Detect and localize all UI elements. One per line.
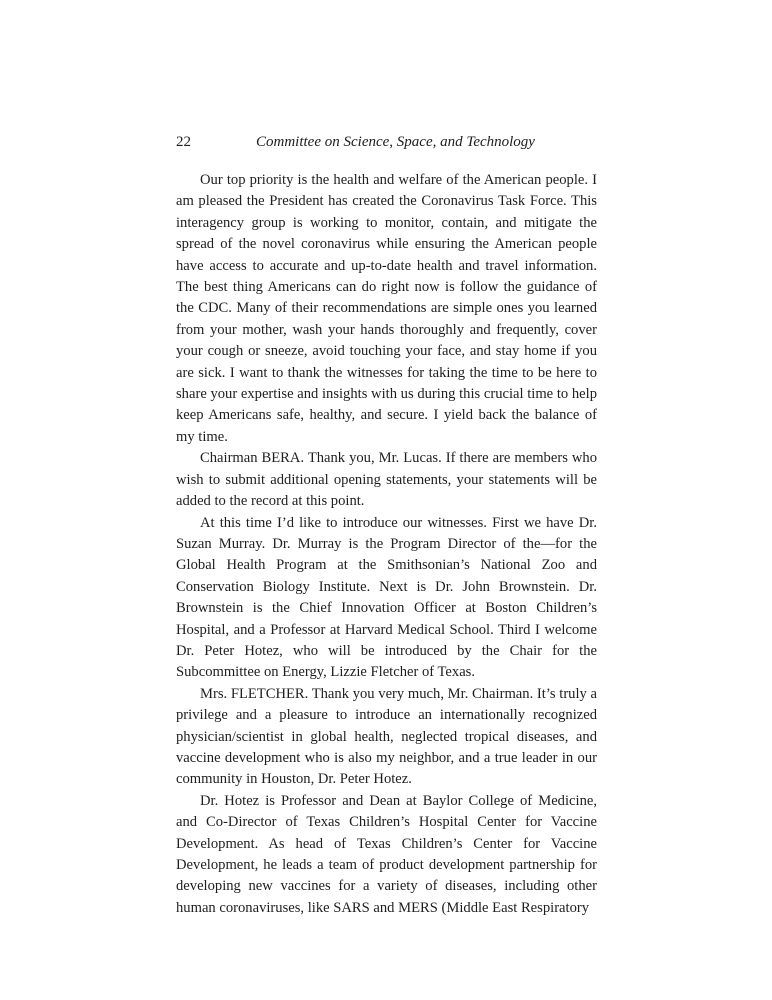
running-header (176, 128, 597, 156)
running-header-title: Committee on Science, Space, and Technology (256, 134, 535, 150)
paragraph: Our top priority is the health and welfare of the American people. I am pleased the President has created the Coronavirus Task Force. This interagency group is working to monitor, contain, and mitigate the spread of the novel coronavirus while ensuring the American people have access to accurate and up-to-date health and travel information. The best thing Americans can do right now is follow the guidance of the CDC. Many of their recommendations are simple ones you learned from your mother, wash your hands thoroughly and frequently, cover your cough or sneeze, avoid touching your face, and stay home if you are sick. I want to thank the witnesses for taking the time to be here to share your expertise and insights with us during this crucial time to help keep Americans safe, healthy, and secure. I yield back the balance of my time. (176, 172, 597, 445)
paragraph: Mrs. FLETCHER. Thank you very much, Mr. Chairman. It’s truly a privilege and a pleasure to introduce an internationally recognized physician/scientist in global health, neglected tropical diseases, and vaccine development who is also my neighbor, and a true leader in our community in Houston, Dr. Peter Hotez. (176, 685, 597, 788)
page-number: 22 (176, 134, 191, 150)
document-page (176, 128, 597, 919)
body-text (176, 170, 597, 919)
paragraph: Dr. Hotez is Professor and Dean at Baylor College of Medicine, and Co-Director of Texas Children’s Hospital Center for Vaccine Development. As head of Texas Children’s Center for Vaccine Development, he leads a team of product development partnership for developing new vaccines for a variety of diseases, including other human coronaviruses, like SARS and MERS (Middle East Respiratory (176, 792, 597, 916)
paragraph: At this time I’d like to introduce our witnesses. First we have Dr. Suzan Murray. Dr. Murray is the Program Director of the—for the Global Health Program at the Smithsonian’s National Zoo and Conservation Biology Institute. Next is Dr. John Brownstein. Dr. Brownstein is the Chief Innovation Officer at Boston Children’s Hospital, and a Professor at Harvard Medical School. Third I welcome Dr. Peter Hotez, who will be introduced by the Chair for the Subcommittee on Energy, Lizzie Fletcher of Texas. (176, 514, 597, 681)
paragraph: Chairman BERA. Thank you, Mr. Lucas. If there are members who wish to submit additional opening statements, your statements will be added to the record at this point. (176, 450, 597, 510)
